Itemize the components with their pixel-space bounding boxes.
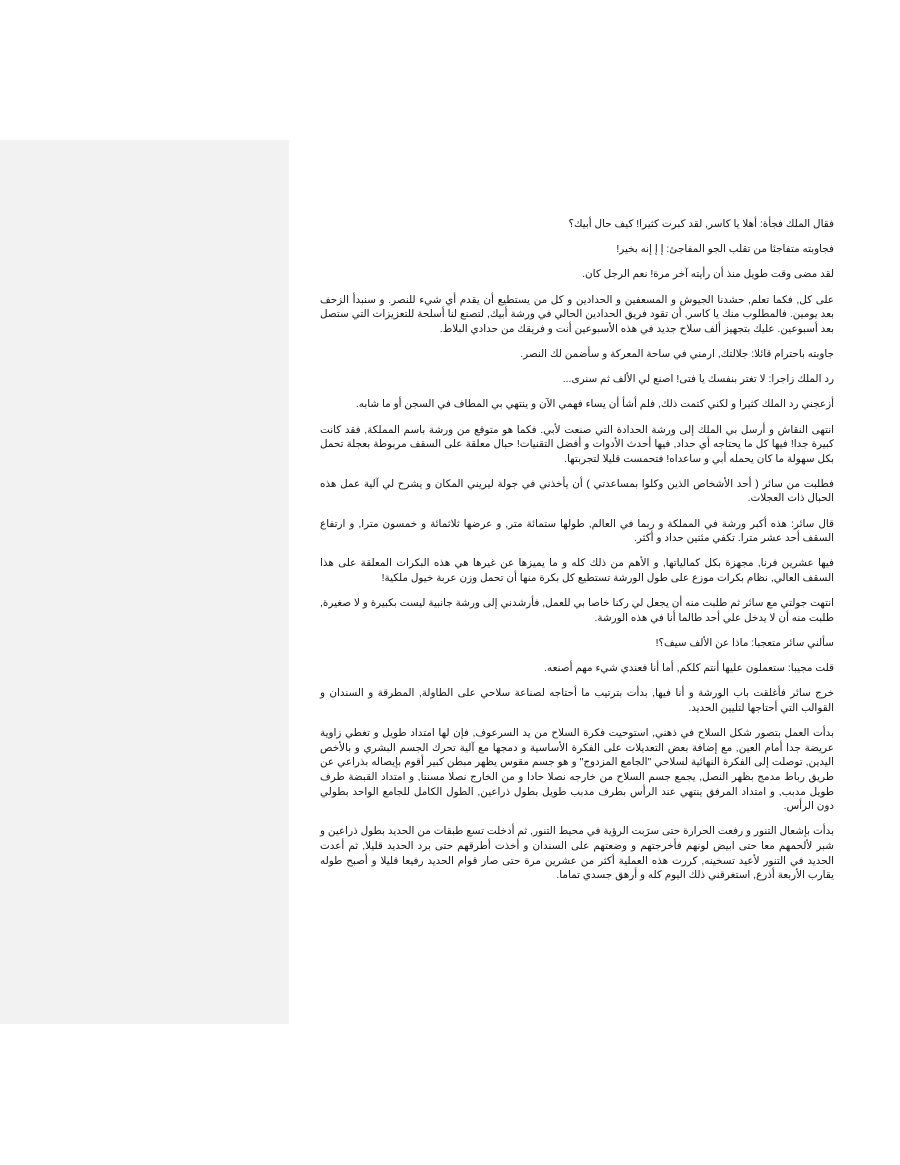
paragraph: رد الملك زاجرا: لا تغتر بنفسك يا فتى! اصنع لي الألف ثم سنرى... bbox=[562, 374, 834, 386]
paragraph: أزعجني رد الملك كثيرا و لكني كتمت ذلك, فلم أشأ أن يساء فهمي الآن و ينتهي بي المطاف في السجن أو ما شابه. bbox=[355, 399, 834, 411]
paragraph: فجاوبته متفاجئا من تقلب الجو المفاجئ: إ إ إنه بخير! bbox=[616, 244, 834, 256]
paragraph: قال سائر: هذه أكبر ورشة في المملكة و ربما في العالم, طولها ستمائة متر, و عرضها ثلاثمائة و خمسون مترا, و ارتفاع السقف أحد عشر مترا. تكفي مئتين حداد و أكثر. bbox=[320, 518, 834, 545]
paragraph: بدأت بإشعال التنور و رفعت الحرارة حتى سرَبت الرؤية في محيط التنور, ثم أدخلت تسع طبقات من الحديد بطول ذراعين و شبر لألحمهم معا حتى ابيض لونهم فأخرجتهم و وضعتهم على السندان و أخذت أطرقهم حتى برد الحديد قليلا, ثم أعدت الحديد في التنور لأعيد تسخينه, كررت هذه العملية أكثر من عشرين مرة حتى صار قوام الحديد رفيعا قليلا و أصبح طوله يقارب الأربعة أذرع, استغرقني ذلك اليوم كله و أرهق جسدي تماما. bbox=[320, 826, 834, 882]
paragraph: سألني سائر متعجبا: ماذا عن الألف سيف؟! bbox=[655, 638, 834, 649]
document-body bbox=[320, 218, 834, 894]
paragraph: جاوبته باحترام قائلا: جلالتك, ارمني في ساحة المعركة و سأضمن لك النصر. bbox=[520, 348, 834, 360]
paragraph: على كل, فكما تعلم, حشدنا الجيوش و المسعفين و الحدادين و كل من يستطيع أن يقدم أي شيء للنصر. و سنبدأ الزحف بعد يومين. فالمطلوب منك يا كاسر, أن تقود فريق الحدادين الحالي في ورشة أبيك, لتصنع لنا أسلحة للتعزيزات التي ستصل بعد أسبوعين. عليك بتجهيز ألف سلاح جديد في هذه الأسبوعين أنت و فريقك من حدادي البلاط. bbox=[320, 294, 834, 335]
paragraph: انتهى النقاش و أرسل بي الملك إلى ورشة الحدادة التي صنعت لأبي. فكما هو متوقع من ورشة باسم المملكة, فقد كانت كبيرة جدا! فيها كل ما يحتاجه أي حداد, فيها أحدث الأدوات و أفضل التقنيات! حبال معلقة على السقف مربوطة بعجلة تحمل بكل سهولة ما كان يحمله أبي و ساعداه! فتحمست قليلا لتجربتها. bbox=[320, 424, 834, 465]
paragraph: قلت مجيبا: ستعملون عليها أنتم كلكم, أما أنا فعندي شيء مهم أصنعه. bbox=[544, 663, 834, 675]
paragraph: انتهت جولتي مع سائر ثم طلبت منه أن يجعل لي ركنا خاصا بي للعمل, فأرشدني إلى ورشة جانبية ليست بكبيرة و لا صغيرة, طلبت منه أن لا يدخل علي أحد طالما أنا في هذه الورشة. bbox=[320, 598, 834, 624]
paragraph: فقال الملك فجأة: أهلا يا كاسر, لقد كبرت كثيرا! كيف حال أبيك؟ bbox=[568, 219, 834, 230]
paragraph: فطلبت من سائر ( أحد الأشخاص الذين وكلوا بمساعدتي ) أن يأخذني في جولة ليريني المكان و يشرح لي آلية عمل هذه الحبال ذات العجلات. bbox=[320, 478, 834, 505]
paragraph: بدأت العمل بتصور شكل السلاح في ذهني, استوحيت فكرة السلاح من يد السرعوف, فإن لها امتداد طويل و تغطي زاوية عريضة جدا أمام العين, مع إضافة بعض التعديلات على الفكرة الأساسية و دمجها مع آلية تحرك الجسم البشري و بالأخص اليدين, توصلت إلى الفكرة النهائية لسلاحي "الجامع المزدوج" و هو جسم مقوس يظهر مبطن كبير أقوم بإيصاله بذراعي عن طريق رباط مدمج بظهر النصل, يجمع جسم السلاح من خارجه نصلا حادا و من الخارج نصلا مسننا, و امتداد القبضة طرف طويل مدبب, و امتداد المرفق ينتهي عند الرأس بطرف مدبب طويل بطول ذراعين, الطول الكامل للجامع الواحد بطولي دون الرأس. bbox=[320, 728, 834, 813]
paragraph: فيها عشرين فرنا, مجهزة بكل كمالياتها, و الأهم من ذلك كله و ما يميزها عن غيرها هي هذه البكرات المعلقة على هذا السقف العالي, نظام بكرات موزع على طول الورشة تستطيع كل بكرة منها أن تحمل وزن عربة خيول ملكية! bbox=[320, 558, 834, 585]
side-panel bbox=[0, 140, 289, 1024]
paragraph: لقد مضى وقت طويل منذ أن رأيته آخر مرة! نعم الرجل كان. bbox=[582, 269, 834, 281]
paragraph: خرج سائر فأغلقت باب الورشة و أنا فيها, بدأت بترتيب ما أحتاجه لصناعة سلاحي على الطاولة, المطرقة و السندان و القوالب التي أحتاجها لتليين الحديد. bbox=[320, 688, 834, 714]
